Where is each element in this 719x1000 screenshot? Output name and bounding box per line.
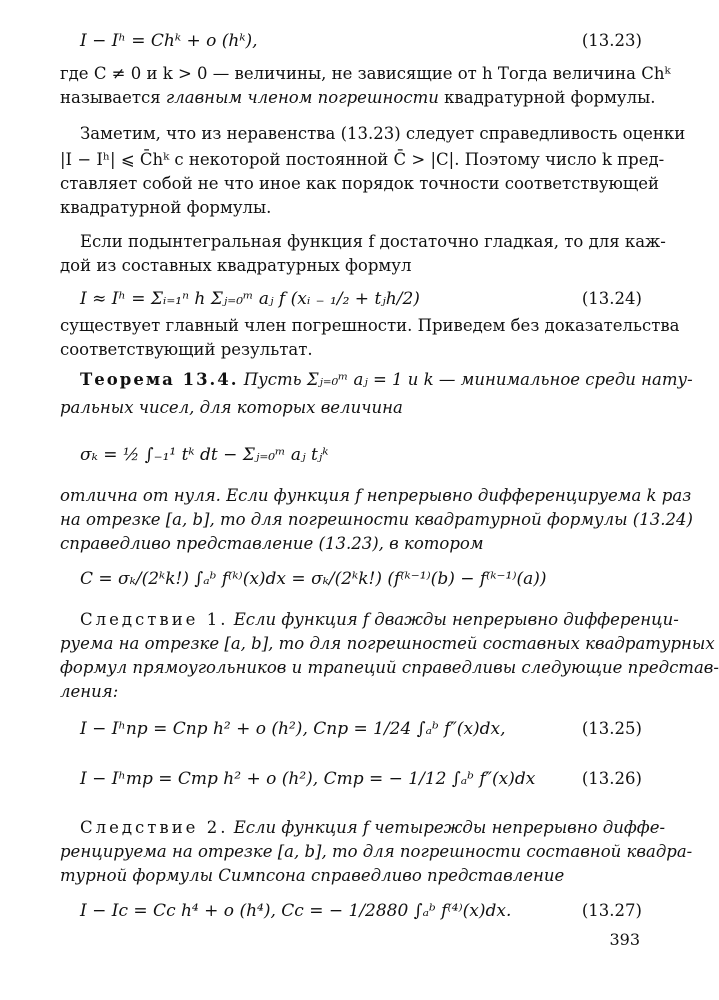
- equation-13-24: I ≈ Iʰ = Σᵢ₌₁ⁿ h Σⱼ₌₀ᵐ aⱼ f (xᵢ ₋ ₁/₂ + tⱼh/2): [80, 289, 420, 309]
- page-number: 393: [609, 930, 640, 949]
- equation-number-13-25: (13.25): [581, 719, 642, 738]
- para2-line3: ставляет собой не что иное как порядок точности соответствующей: [60, 174, 659, 193]
- para4-line1: существует главный член погрешности. Приведем без доказательства: [60, 316, 680, 335]
- para2-line2: |I − Iʰ| ⩽ C̄hᵏ с некоторой постоянной C̄ > |C|. Поэтому число k пред-: [60, 150, 665, 169]
- corollary1-line3: формул прямоугольников и трапеций справедливы следующие представ-: [60, 658, 719, 677]
- equation-13-25: I − Iʰпр = Cпр h² + o (h²), Cпр = 1/24 ∫ₐᵇ f″(x)dx,: [80, 719, 506, 739]
- term-main-error: главным членом погрешности: [165, 88, 439, 107]
- equation-C: C = σₖ/(2ᵏk!) ∫ₐᵇ f⁽ᵏ⁾(x)dx = σₖ/(2ᵏk!) (f⁽ᵏ⁻¹⁾(b) − f⁽ᵏ⁻¹⁾(a)): [80, 569, 547, 589]
- corollary1-line4: ления:: [60, 682, 119, 701]
- para2-line4: квадратурной формулы.: [60, 198, 272, 217]
- theorem-cont-line2: на отрезке [a, b], то для погрешности квадратурной формулы (13.24): [60, 510, 693, 529]
- equation-13-23: I − Iʰ = Chᵏ + o (hᵏ),: [80, 31, 258, 51]
- corollary1-line1: Следствие 1. Если функция f дважды непрерывно дифференци-: [80, 610, 679, 629]
- corollary2-line3: турной формулы Симпсона справедливо представление: [60, 866, 565, 885]
- equation-13-27: I − Iс = Cс h⁴ + o (h⁴), Cс = − 1/2880 ∫ₐᵇ f⁽⁴⁾(x)dx.: [80, 901, 512, 921]
- equation-number-13-27: (13.27): [581, 901, 642, 920]
- equation-13-26: I − Iʰтр = Cтр h² + o (h²), Cтр = − 1/12 ∫ₐᵇ f″(x)dx: [80, 769, 536, 789]
- para1-line2: называется главным членом погрешности квадратурной формулы.: [60, 88, 656, 107]
- corollary2-line1: Следствие 2. Если функция f четырежды непрерывно диффе-: [80, 818, 666, 837]
- equation-number-13-24: (13.24): [581, 289, 642, 308]
- corollary1-line2: руема на отрезке [a, b], то для погрешностей составных квадратурных: [60, 634, 715, 653]
- equation-sigma: σₖ = ½ ∫₋₁¹ tᵏ dt − Σⱼ₌₀ᵐ aⱼ tⱼᵏ: [80, 445, 329, 465]
- theorem-cont-line1: отлична от нуля. Если функция f непрерывно дифференцируема k раз: [60, 486, 692, 505]
- theorem-label: Теорема 13.4.: [80, 370, 239, 389]
- equation-number-13-23: (13.23): [581, 31, 642, 50]
- para2-line1: Заметим, что из неравенства (13.23) следует справедливость оценки: [80, 124, 686, 143]
- equation-number-13-26: (13.26): [581, 769, 642, 788]
- theorem-line2: ральных чисел, для которых величина: [60, 398, 403, 417]
- para3-line2: дой из составных квадратурных формул: [60, 256, 412, 275]
- para4-line2: соответствующий результат.: [60, 340, 313, 359]
- corollary1-label: Следствие 1.: [80, 610, 229, 629]
- theorem-cont-line3: справедливо представление (13.23), в котором: [60, 534, 484, 553]
- para3-line1: Если подынтегральная функция f достаточно гладкая, то для каж-: [80, 232, 666, 251]
- theorem-line1: Теорема 13.4. Пусть Σⱼ₌₀ᵐ aⱼ = 1 и k — минимальное среди нату-: [80, 370, 693, 389]
- corollary2-line2: ренцируема на отрезке [a, b], то для погрешности составной квадра-: [60, 842, 693, 861]
- para1-line1: где C ≠ 0 и k > 0 — величины, не зависящие от h Тогда величина Chᵏ: [60, 64, 671, 83]
- corollary2-label: Следствие 2.: [80, 818, 229, 837]
